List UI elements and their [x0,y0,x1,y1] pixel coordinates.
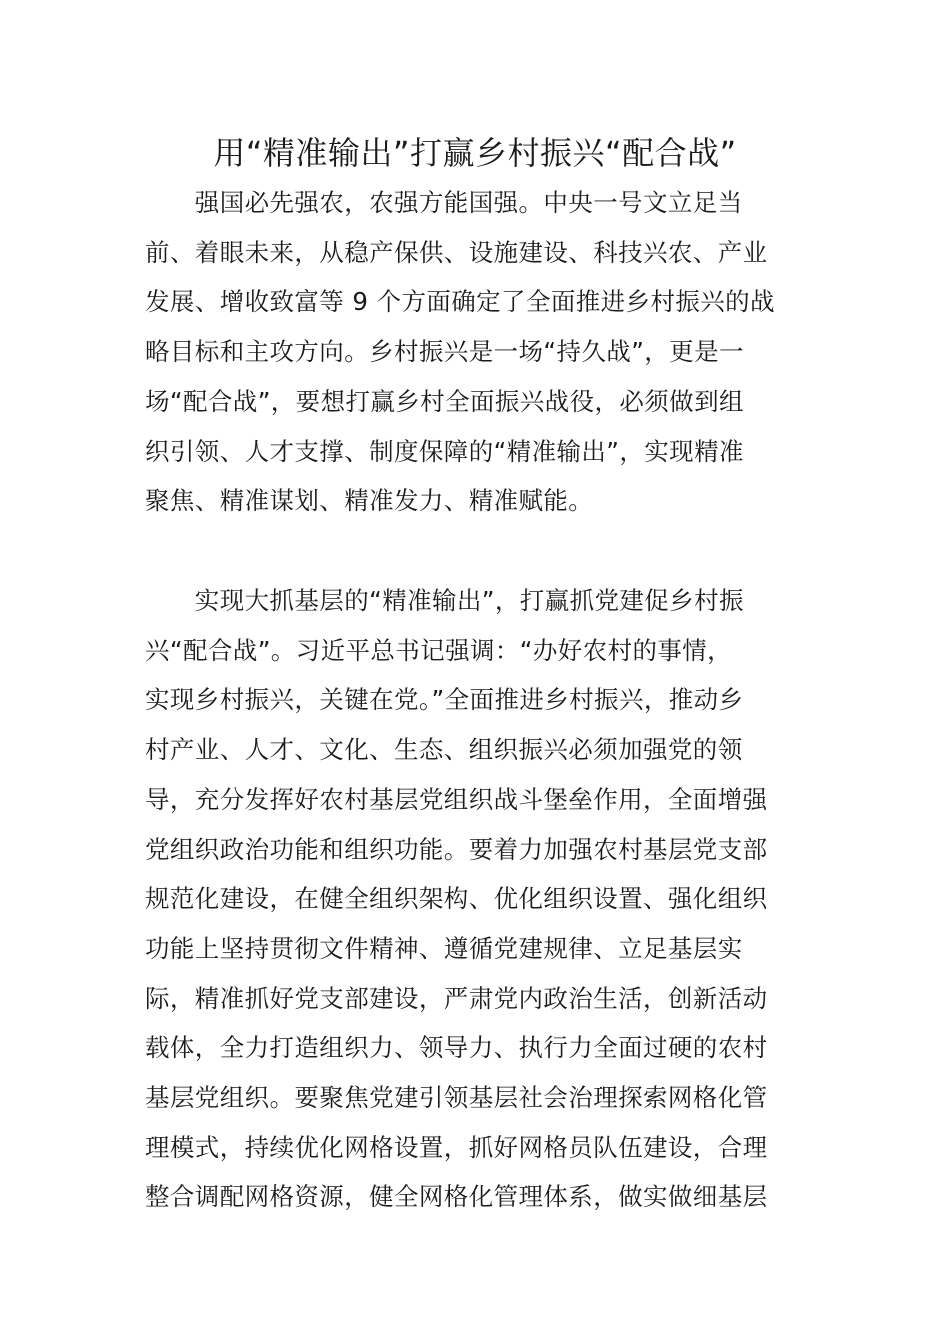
paragraph-1: 强国必先强农，农强方能国强。中央一号文立足当 前、着眼未来，从稳产保供、设施建设、科技兴农、产业 发展、增收致富等 9 个方面确定了全面推进乡村振兴的战 略目标和主攻方向。乡村振兴是一场“持久战”，更是一 场“配合战”，要想打赢乡村全面振兴战役，必须做到组 织引领、人才支撑、制度保障的“精准输出”，实现精准 聚焦、精准谋划、精准发力、精准赋能。 [145,188,775,516]
paragraph-2: 实现大抓基层的“精准输出”，打赢抓党建促乡村振 兴“配合战”。习近平总书记强调：“办好农村的事情， 实现乡村振兴，关键在党。”全面推进乡村振兴，推动乡 村产业、人才、文化、生态、组织振兴必须加强党的领 导，充分发挥好农村基层党组织战斗堡垒作用，全面增强 党组织政治功能和组织功能。要着力加强农村基层党支部 规范化建设，在健全组织架构、优化组织设置、强化组织 功能上坚持贯彻文件精神、遵循党建规律、立足基层实 际，精准抓好党支部建设，严肃党内政治生活，创新活动 载体，全力打造组织力、领导力、执行力全面过硬的农村 基层党组织。要聚焦党建引领基层社会治理探索网格化管 理模式，持续优化网格设置，抓好网格员队伍建设，合理 整合调配网格资源，健全网格化管理体系，做实做细基层 [145,586,768,1212]
document-title: 用“精准输出”打赢乡村振兴“配合战” [213,134,737,172]
